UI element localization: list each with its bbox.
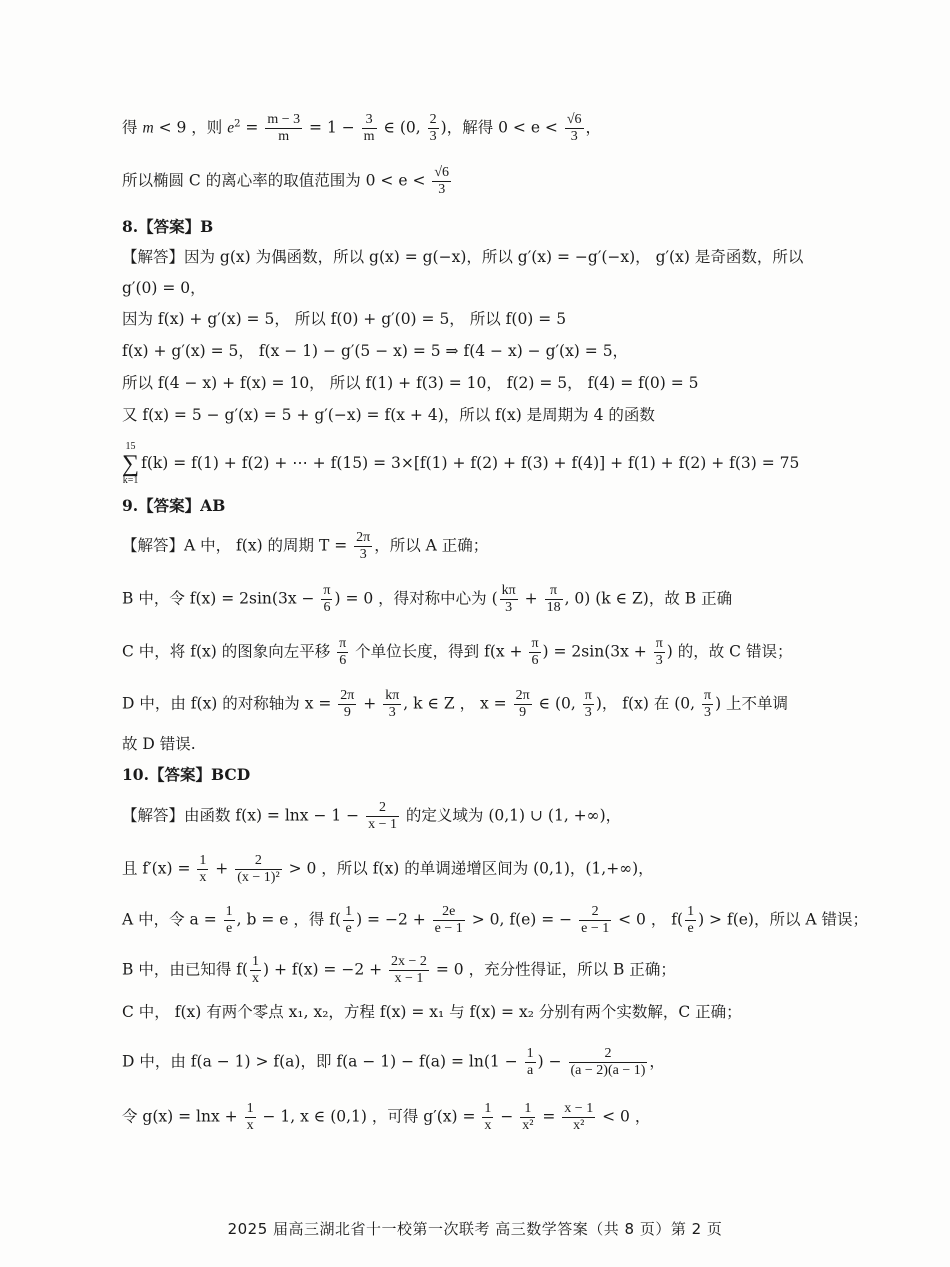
fraction: $\frac{\pi}{6}$ (531, 636, 539, 669)
fraction: $\frac{\pi}{3}$ (584, 688, 592, 721)
fraction: $\frac{1}{x}$ (246, 1101, 254, 1134)
q10-derivative-line: 且 f′(x) = $\frac{1}{x}$ + $\frac{2}{\text{(x − 1)²}}$ > 0 ，所以 f(x) 的单调递增区间为 (0,1)，(1,+∞)， (122, 853, 654, 886)
fraction: $\frac{2}{x - 1}$ (368, 800, 397, 833)
q8-solution-line: g′(0) = 0， (122, 279, 206, 297)
q10-option-b: B 中，由已知得 f( $\frac{1}{x}$ ) + f(x) = −2 + $\frac{2x - 2}{x - 1}$ = 0 ，充分性得证，所以 B 正确； (122, 954, 676, 987)
fraction: $\frac{2}{3}$ (429, 112, 437, 145)
fraction: $\frac{√6}{3}$ (566, 112, 582, 145)
q10-g-function-line: 令 g(x) = lnx + $\frac{1}{x}$ − 1, x ∈ (0,1) ，可得 g′(x) = $\frac{1}{x}$ − $\frac{1}{\text{x²}}$ = $\frac{x - 1}{\text{x²}}$ < 0 ， (122, 1101, 651, 1134)
fraction: $\frac{1}{a}$ (526, 1046, 534, 1079)
fraction: $\frac{\pi}{3}$ (655, 636, 663, 669)
q8-solution-line: 又 f(x) = 5 − g′(x) = 5 + g′(−x) = f(x + 4)，所以 f(x) 是周期为 4 的函数 (122, 406, 655, 424)
q8-solution-line: f(x) + g′(x) = 5， f(x − 1) − g′(5 − x) = 5 ⇒ f(4 − x) − g′(x) = 5， (122, 342, 629, 360)
summation-sign: 15 ∑ k=1 (122, 441, 140, 486)
q10-domain-line: 【解答】由函数 f(x) = lnx − 1 − $\frac{2}{x - 1}$ 的定义域为 (0,1) ∪ (1, +∞)， (122, 800, 622, 833)
q9-option-b: B 中，令 f(x) = 2sin(3x − $\frac{\pi}{6}$ ) = 0 ，得对称中心为 ( $\frac{k\pi}{3}$ + $\frac{\pi}{18}$ , 0) (k ∈ Z)，故 B 正确 (122, 583, 733, 616)
q10-option-c: C 中， f(x) 有两个零点 x₁, x₂，方程 f(x) = x₁ 与 f(x) = x₂ 分别有两个实数解，C 正确； (122, 1003, 742, 1021)
q10-option-d: D 中，由 f(a − 1) > f(a)，即 f(a − 1) − f(a) = ln(1 − $\frac{1}{a}$ ) − $\frac{2}{(a - 2)(a - 1)}$ ， (122, 1046, 665, 1079)
line-eccentricity-derivation: 得 m < 9 ，则 $e^2$ = $\frac{m - 3}{m}$ = 1 − $\frac{3}{m}$ ∈ (0, $\frac{2}{3}$ )，解得 0 < e < $\frac{√6}{3}$ ， (122, 112, 602, 145)
fraction: $\frac{2\pi}{3}$ (356, 530, 371, 563)
q9-answer-heading: 9.【答案】AB (122, 496, 226, 515)
fraction: $\frac{1}{e}$ (345, 904, 353, 937)
q8-solution-line: 因为 f(x) + g′(x) = 5， 所以 f(0) + g′(0) = 5， 所以 f(0) = 5 (122, 310, 567, 328)
line-eccentricity-range: 所以椭圆 C 的离心率的取值范围为 0 < e < $\frac{√6}{3}$ (122, 165, 450, 198)
fraction: $\frac{2}{e - 1}$ (581, 904, 610, 937)
fraction: $\frac{3}{m}$ (363, 112, 375, 145)
q8-summation-line: 15 ∑ k=1f(k) = f(1) + f(2) + ⋯ + f(15) = 3×[f(1) + f(2) + f(3) + f(4)] + f(1) + f(2) + f(3) = 75 (122, 441, 800, 486)
fraction: $\frac{\pi}{18}$ (546, 583, 561, 616)
fraction: $\frac{m - 3}{m}$ (267, 112, 301, 145)
q10-answer-heading: 10.【答案】BCD (122, 765, 251, 784)
fraction: $\frac{√6}{3}$ (434, 165, 450, 198)
q8-solution-line: 【解答】因为 g(x) 为偶函数，所以 g(x) = g(−x)，所以 g′(x) = −g′(−x)， g′(x) 是奇函数，所以 (122, 248, 804, 266)
page-footer: 2025 届高三湖北省十一校第一次联考 高三数学答案（共 8 页）第 2 页 (227, 1220, 723, 1238)
q9-option-d: D 中，由 f(x) 的对称轴为 x = $\frac{2\pi}{9}$ + $\frac{k\pi}{3}$ , k ∈ Z ， x = $\frac{2\pi}{9}$ ∈ (0, $\frac{\pi}{3}$ )， f(x) 在 (0, $\frac{\pi}{3}$ ) 上不单调 (122, 688, 789, 721)
q8-solution-line: 所以 f(4 − x) + f(x) = 10， 所以 f(1) + f(3) = 10， f(2) = 5， f(4) = f(0) = 5 (122, 374, 699, 392)
fraction: $\frac{2e}{e - 1}$ (434, 904, 463, 937)
fraction: $\frac{1}{x}$ (484, 1101, 492, 1134)
fraction: $\frac{1}{e}$ (225, 904, 233, 937)
fraction: $\frac{2x - 2}{x - 1}$ (391, 954, 427, 987)
q9-conclusion: 故 D 错误. (122, 735, 196, 753)
q9-option-c: C 中，将 f(x) 的图象向左平移 $\frac{\pi}{6}$ 个单位长度，得到 f(x + $\frac{\pi}{6}$ ) = 2sin(3x + $\frac{\pi}{3}$ ) 的，故 C 错误； (122, 636, 793, 669)
fraction: $\frac{1}{\text{x²}}$ (522, 1101, 534, 1134)
fraction: $\frac{2}{(a - 2)(a - 1)}$ (570, 1046, 646, 1079)
fraction: $\frac{2\pi}{9}$ (340, 688, 355, 721)
fraction: $\frac{x - 1}{\text{x²}}$ (564, 1101, 594, 1134)
fraction: $\frac{1}{e}$ (687, 904, 695, 937)
fraction: $\frac{\pi}{3}$ (704, 688, 712, 721)
q10-option-a: A 中，令 a = $\frac{1}{e}$ , b = e ，得 f( $\frac{1}{e}$ ) = −2 + $\frac{2e}{e - 1}$ > 0, f(e) = − $\frac{2}{e - 1}$ < 0 ， f( $\frac{1}{e}$ ) > f(e)，所以 A 错误； (122, 904, 869, 937)
fraction: $\frac{k\pi}{3}$ (385, 688, 400, 721)
fraction: $\frac{k\pi}{3}$ (501, 583, 516, 616)
q9-option-a: 【解答】A 中， f(x) 的周期 T = $\frac{2\pi}{3}$ ，所以 A 正确； (122, 530, 489, 563)
fraction: $\frac{\pi}{6}$ (339, 636, 347, 669)
fraction: $\frac{2\pi}{9}$ (515, 688, 530, 721)
fraction: $\frac{\pi}{6}$ (323, 583, 331, 616)
fraction: $\frac{2}{\text{(x − 1)²}}$ (237, 853, 280, 886)
fraction: $\frac{1}{x}$ (252, 954, 260, 987)
q8-answer-heading: 8.【答案】B (122, 217, 214, 236)
fraction: $\frac{1}{x}$ (199, 853, 207, 886)
